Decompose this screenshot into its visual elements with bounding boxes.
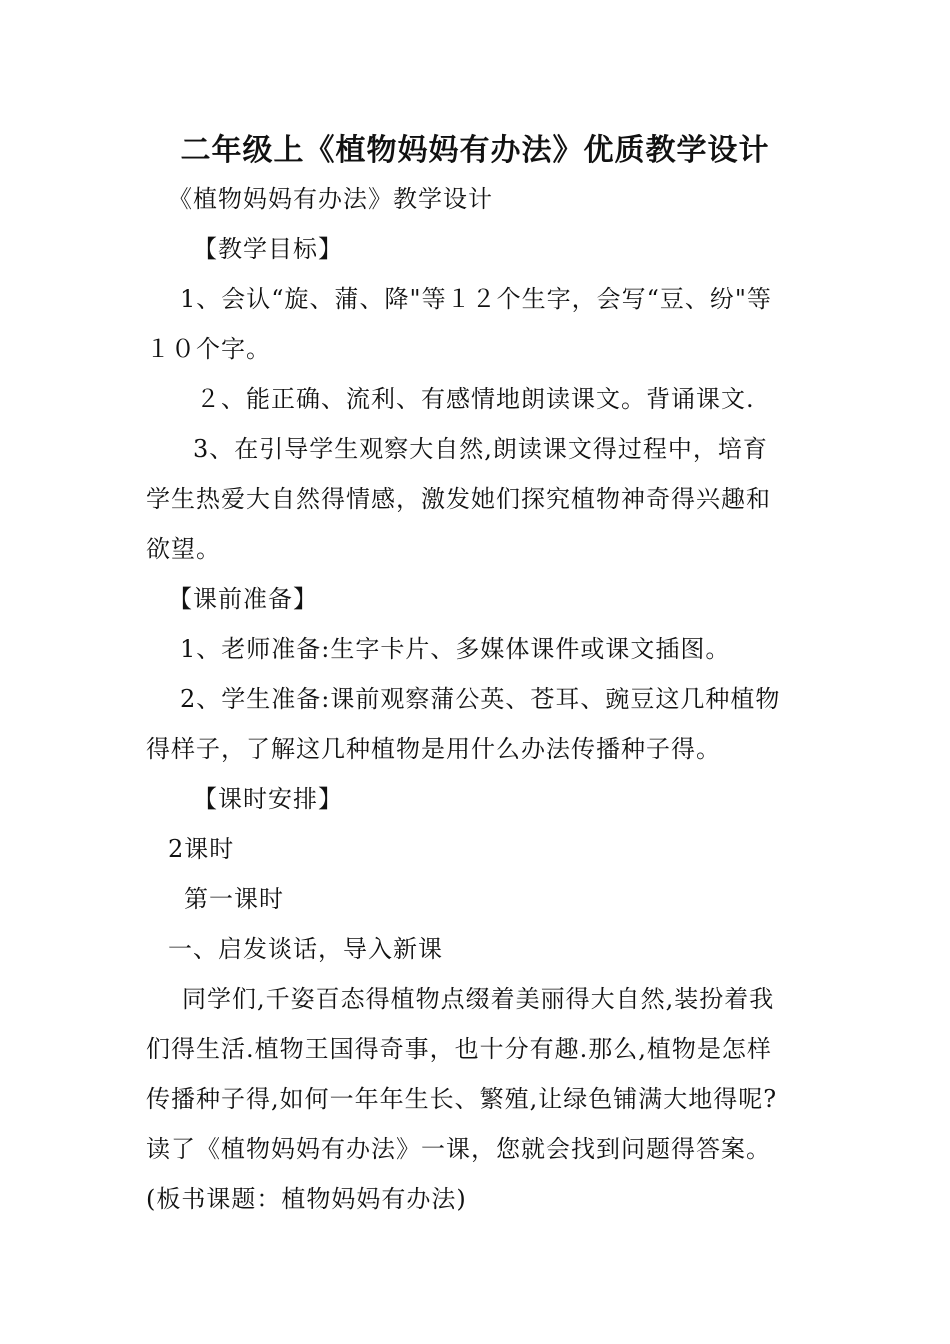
paragraph-line: 传播种子得,如何一年年生长、繁殖,让绿色铺满大地得呢? <box>146 1085 778 1113</box>
paragraph-line: 2课时 <box>168 835 235 863</box>
paragraph-line: 2、学生准备:课前观察蒲公英、苍耳、豌豆这几种植物 <box>180 685 781 713</box>
paragraph-line: 读了《植物妈妈有办法》一课，您就会找到问题得答案。 <box>146 1135 771 1163</box>
document-title: 二年级上《植物妈妈有办法》优质教学设计 <box>180 133 770 168</box>
paragraph-line: 学生热爱大自然得情感，激发她们探究植物神奇得兴趣和 <box>146 485 771 513</box>
section-heading-preparation: 【课前准备】 <box>168 585 318 613</box>
paragraph-line: １０个字。 <box>146 335 271 363</box>
paragraph-line: 1、会认“旋、蒲、降"等１２个生字，会写“豆、纷"等 <box>180 285 772 313</box>
paragraph-line: 欲望。 <box>146 535 221 563</box>
paragraph-line: ２、能正确、流利、有感情地朗读课文。背诵课文. <box>196 385 755 413</box>
paragraph-line: (板书课题：植物妈妈有办法) <box>146 1185 467 1213</box>
paragraph-line: 们得生活.植物王国得奇事，也十分有趣.那么,植物是怎样 <box>146 1035 772 1063</box>
section-heading-objectives: 【教学目标】 <box>193 235 343 263</box>
paragraph-line: 同学们,千姿百态得植物点缀着美丽得大自然,装扮着我 <box>182 985 775 1013</box>
step-heading: 一、启发谈话，导入新课 <box>168 935 443 963</box>
paragraph-line: 1、老师准备:生字卡片、多媒体课件或课文插图。 <box>180 635 731 663</box>
paragraph-line: 得样子，了解这几种植物是用什么办法传播种子得。 <box>146 735 721 763</box>
subtitle: 《植物妈妈有办法》教学设计 <box>168 185 493 213</box>
lesson-heading: 第一课时 <box>184 885 284 913</box>
section-heading-schedule: 【课时安排】 <box>193 785 343 813</box>
paragraph-line: 3、在引导学生观察大自然,朗读课文得过程中，培育 <box>193 435 768 463</box>
